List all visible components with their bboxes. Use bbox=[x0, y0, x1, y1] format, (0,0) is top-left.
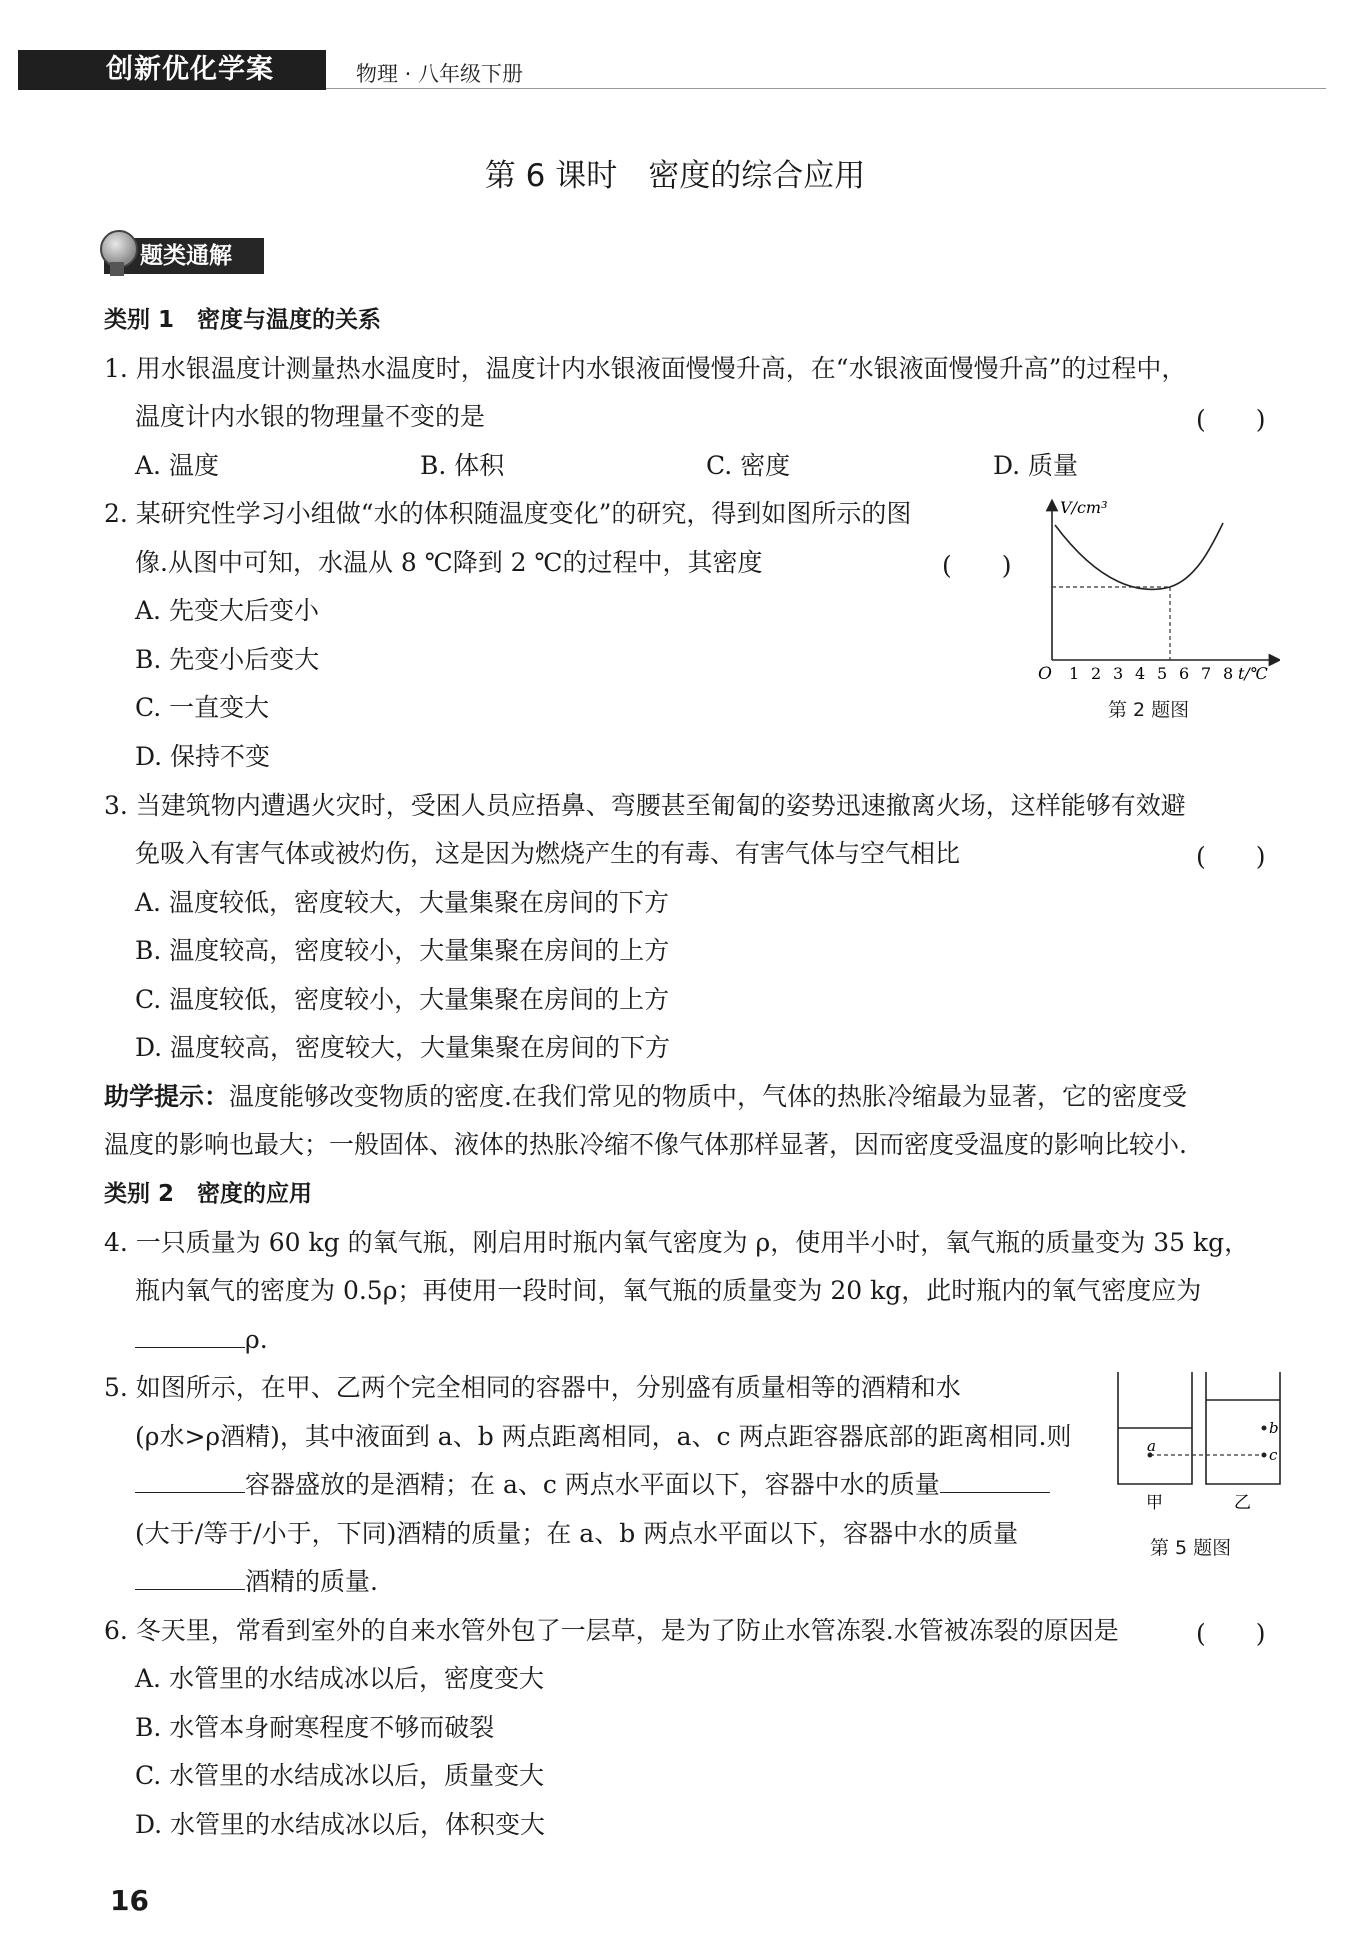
point-c-dot bbox=[1262, 1453, 1267, 1458]
lesson-title: 第 6 课时 密度的综合应用 bbox=[484, 158, 866, 194]
q3-option-d: D. 温度较高，密度较大，大量集聚在房间的下方 bbox=[135, 1033, 671, 1062]
q6-option-a: A. 水管里的水结成冰以后，密度变大 bbox=[135, 1664, 544, 1693]
x-tick-label: 6 bbox=[1179, 664, 1190, 683]
x-tick-label: 8 bbox=[1223, 664, 1234, 683]
q1-line1: 1. 用水银温度计测量热水温度时，温度计内水银液面慢慢升高，在“水银液面慢慢升高”的过程中， bbox=[104, 354, 1187, 383]
q6-answer-paren: ( ) bbox=[1196, 1619, 1266, 1648]
q3-line2: 免吸入有害气体或被灼伤，这是因为燃烧产生的有毒、有害气体与空气相比 bbox=[135, 839, 961, 868]
hint-text-1: 温度能够改变物质的密度.在我们常见的物质中，气体的热胀冷缩最为显著，它的密度受 bbox=[229, 1082, 1187, 1111]
q3-line1: 3. 当建筑物内遭遇火灾时，受困人员应捂鼻、弯腰甚至匍匐的姿势迅速撤离火场，这样能够有效避 bbox=[104, 791, 1186, 820]
q5-line3 bbox=[135, 1468, 1050, 1502]
brand-banner bbox=[18, 50, 326, 90]
point-c-label: c bbox=[1269, 1446, 1278, 1464]
q5-line3-text: 容器盛放的是酒精；在 a、c 两点水平面以下，容器中水的质量 bbox=[245, 1470, 940, 1499]
subject-label: 物理 · 八年级下册 bbox=[356, 62, 524, 86]
q1-line2: 温度计内水银的物理量不变的是 bbox=[135, 402, 486, 431]
q5-blank-3[interactable] bbox=[135, 1565, 245, 1590]
container-jia-label: 甲 bbox=[1146, 1493, 1163, 1513]
q5-figure-caption: 第 5 题图 bbox=[1150, 1537, 1232, 1559]
q2-volume-temperature-graph bbox=[1030, 495, 1280, 695]
q3-answer-paren: ( ) bbox=[1196, 842, 1266, 871]
q6-option-d: D. 水管里的水结成冰以后，体积变大 bbox=[135, 1810, 546, 1839]
q6-option-c: C. 水管里的水结成冰以后，质量变大 bbox=[135, 1761, 545, 1790]
q2-answer-paren: ( ) bbox=[942, 551, 1012, 580]
origin-label: O bbox=[1038, 664, 1052, 684]
x-tick-label: 4 bbox=[1135, 664, 1146, 683]
q3-option-a: A. 温度较低，密度较大，大量集聚在房间的下方 bbox=[135, 888, 669, 917]
q2-option-d: D. 保持不变 bbox=[135, 742, 271, 771]
category-2-heading: 类别 2 密度的应用 bbox=[104, 1181, 313, 1207]
q1-option-b: B. 体积 bbox=[420, 451, 505, 480]
x-tick-label: 5 bbox=[1157, 664, 1168, 683]
q5-line5 bbox=[135, 1565, 378, 1599]
x-axis-label: t/℃ bbox=[1238, 664, 1268, 683]
hint-line1 bbox=[104, 1080, 1187, 1114]
q4-line2: 瓶内氧气的密度为 0.5ρ；再使用一段时间，氧气瓶的质量变为 20 kg，此时瓶内的氧气密度应为 bbox=[135, 1276, 1202, 1305]
q1-option-d: D. 质量 bbox=[993, 451, 1079, 480]
point-b-dot bbox=[1262, 1426, 1267, 1431]
q4-line3 bbox=[135, 1323, 268, 1357]
q2-option-b: B. 先变小后变大 bbox=[135, 645, 320, 674]
x-tick-label: 2 bbox=[1091, 664, 1102, 683]
q5-blank-2[interactable] bbox=[940, 1468, 1050, 1493]
hint-label: 助学提示： bbox=[104, 1082, 230, 1111]
q6-line1: 6. 冬天里，常看到室外的自来水管外包了一层草，是为了防止水管冻裂.水管被冻裂的原因是 bbox=[104, 1616, 1119, 1645]
page-number: 16 bbox=[110, 1884, 149, 1917]
x-tick-label: 1 bbox=[1069, 664, 1080, 683]
category-1-heading: 类别 1 密度与温度的关系 bbox=[104, 307, 382, 333]
q3-option-c: C. 温度较低，密度较小，大量集聚在房间的上方 bbox=[135, 985, 670, 1014]
x-tick-label: 7 bbox=[1201, 664, 1212, 683]
q1-option-a: A. 温度 bbox=[135, 451, 219, 480]
y-axis-label: V/cm³ bbox=[1060, 498, 1108, 517]
q5-blank-1[interactable] bbox=[135, 1468, 245, 1493]
q5-containers-figure bbox=[1112, 1370, 1287, 1520]
lightbulb-base-icon bbox=[110, 262, 124, 276]
brand-title: 创新优化学案 bbox=[106, 54, 274, 85]
q2-option-a: A. 先变大后变小 bbox=[135, 596, 319, 625]
q4-line1: 4. 一只质量为 60 kg 的氧气瓶，刚启用时瓶内氧气密度为 ρ，使用半小时，氧气瓶的质量变为 35 kg， bbox=[104, 1228, 1250, 1257]
q2-option-c: C. 一直变大 bbox=[135, 693, 270, 722]
q2-line1: 2. 某研究性学习小组做“水的体积随温度变化”的研究，得到如图所示的图 bbox=[104, 499, 912, 528]
q1-answer-paren: ( ) bbox=[1196, 405, 1266, 434]
q3-option-b: B. 温度较高，密度较小，大量集聚在房间的上方 bbox=[135, 936, 670, 965]
q5-line2: (ρ水>ρ酒精)，其中液面到 a、b 两点距离相同，a、c 两点距容器底部的距离相同.则 bbox=[135, 1422, 1072, 1451]
x-tick-label: 3 bbox=[1113, 664, 1124, 683]
x-tick-labels bbox=[1069, 664, 1233, 683]
section-label: 题类通解 bbox=[140, 243, 232, 269]
header-divider bbox=[326, 88, 1326, 89]
container-yi-label: 乙 bbox=[1234, 1493, 1251, 1513]
point-a-label: a bbox=[1147, 1437, 1156, 1455]
q5-line1: 5. 如图所示，在甲、乙两个完全相同的容器中，分别盛有质量相等的酒精和水 bbox=[104, 1373, 961, 1402]
q2-figure-caption: 第 2 题图 bbox=[1108, 699, 1190, 721]
q6-option-b: B. 水管本身耐寒程度不够而破裂 bbox=[135, 1713, 495, 1742]
point-b-label: b bbox=[1269, 1419, 1279, 1437]
hint-line2: 温度的影响也最大；一般固体、液体的热胀冷缩不像气体那样显著，因而密度受温度的影响比较小. bbox=[104, 1130, 1187, 1159]
q4-line3-tail: ρ. bbox=[245, 1325, 268, 1354]
q1-option-c: C. 密度 bbox=[706, 451, 791, 480]
q5-line4: (大于/等于/小于，下同)酒精的质量；在 a、b 两点水平面以下，容器中水的质量 bbox=[135, 1519, 1019, 1548]
q5-line5-tail: 酒精的质量. bbox=[245, 1567, 378, 1596]
q2-line2: 像.从图中可知，水温从 8 ℃降到 2 ℃的过程中，其密度 bbox=[135, 548, 763, 577]
q4-blank[interactable] bbox=[135, 1323, 245, 1348]
